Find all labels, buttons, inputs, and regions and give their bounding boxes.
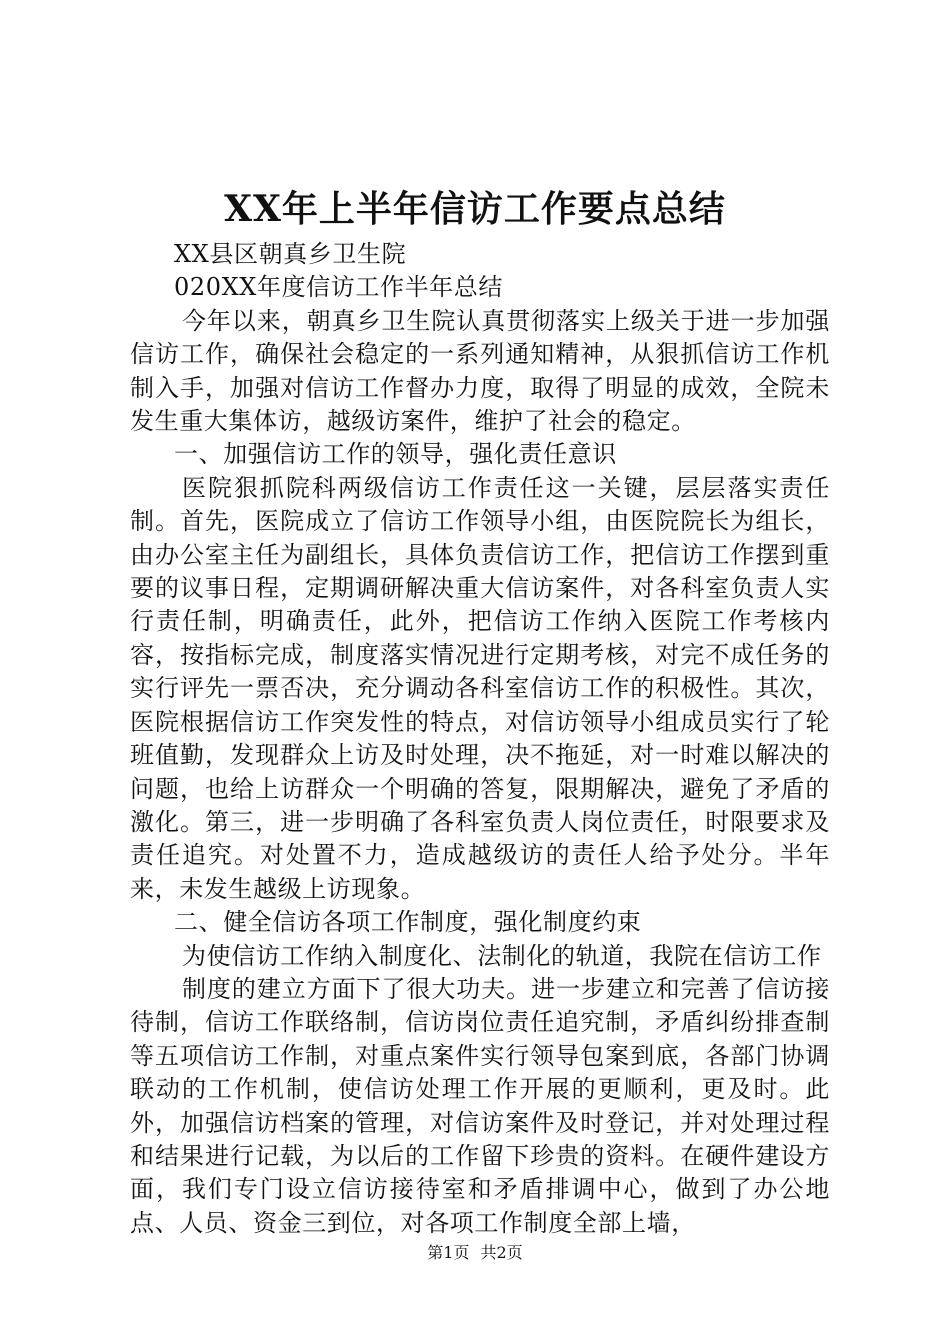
page-total: 共2页 xyxy=(480,1243,523,1262)
paragraph-section-2a: 为使信访工作纳入制度化、法制化的轨道，我院在信访工作 xyxy=(182,941,822,970)
document-title: XX年上半年信访工作要点总结 xyxy=(224,188,726,230)
paragraph-section-1: 医院狠抓院科两级信访工作责任这一关键，层层落实责任制。首先，医院成立了信访工作领导小组，由医院院长为组长，由办公室主任为副组长，具体负责信访工作，把信访工作摆到重要的议事日程，定期调研解决重大信访案件，对各科室负责人实行责任制，明确责任，此外，把信访工作纳入医院工作考核内容，按指标完成，制度落实情况进行定期考核，对完不成任务的实行评先一票否决，充分调动各科室信访工作的积极性。其次，医院根据信访工作突发性的特点，对信访领导小组成员实行了轮班值勤，发现群众上访及时处理，决不拖延，对一时难以解决的问题，也给上访群众一个明确的答复，限期解决，避免了矛盾的激化。第三，进一步明确了各科室负责人岗位责任，时限要求及责任追究。对处置不力，造成越级访的责任人给予处分。半年来，未发生越级上访现象。 xyxy=(130,473,830,903)
paragraph-organization: XX县区朝真乡卫生院 xyxy=(174,240,407,268)
section-heading-2: 二、健全信访各项工作制度，强化制度约束 xyxy=(174,908,642,937)
page-number: 第1页 xyxy=(427,1243,470,1262)
paragraph-intro: 今年以来，朝真乡卫生院认真贯彻落实上级关于进一步加强信访工作，确保社会稳定的一系列通知精神，从狠抓信访工作机制入手，加强对信访工作督办力度，取得了明显的成效，全院未发生重大集体访，越级访案件，维护了社会的稳定。 xyxy=(130,306,830,436)
paragraph-subtitle: 020XX年度信访工作半年总结 xyxy=(174,273,503,302)
document-body xyxy=(130,238,830,1240)
section-heading-1: 一、加强信访工作的领导，强化责任意识 xyxy=(174,440,617,469)
page-footer xyxy=(0,1243,950,1263)
paragraph-section-2b: 制度的建立方面下了很大功夫。进一步建立和完善了信访接待制，信访工作联络制，信访岗位责任追究制，矛盾纠纷排查制等五项信访工作制，对重点案件实行领导包案到底，各部门协调联动的工作机制，使信访处理工作开展的更顺利，更及时。此外，加强信访档案的管理，对信访案件及时登记，并对处理过程和结果进行记载，为以后的工作留下珍贵的资料。在硬件建设方面，我们专门设立信访接待室和矛盾排调中心，做到了办公地点、人员、资金三到位，对各项工作制度全部上墙， xyxy=(130,974,830,1237)
